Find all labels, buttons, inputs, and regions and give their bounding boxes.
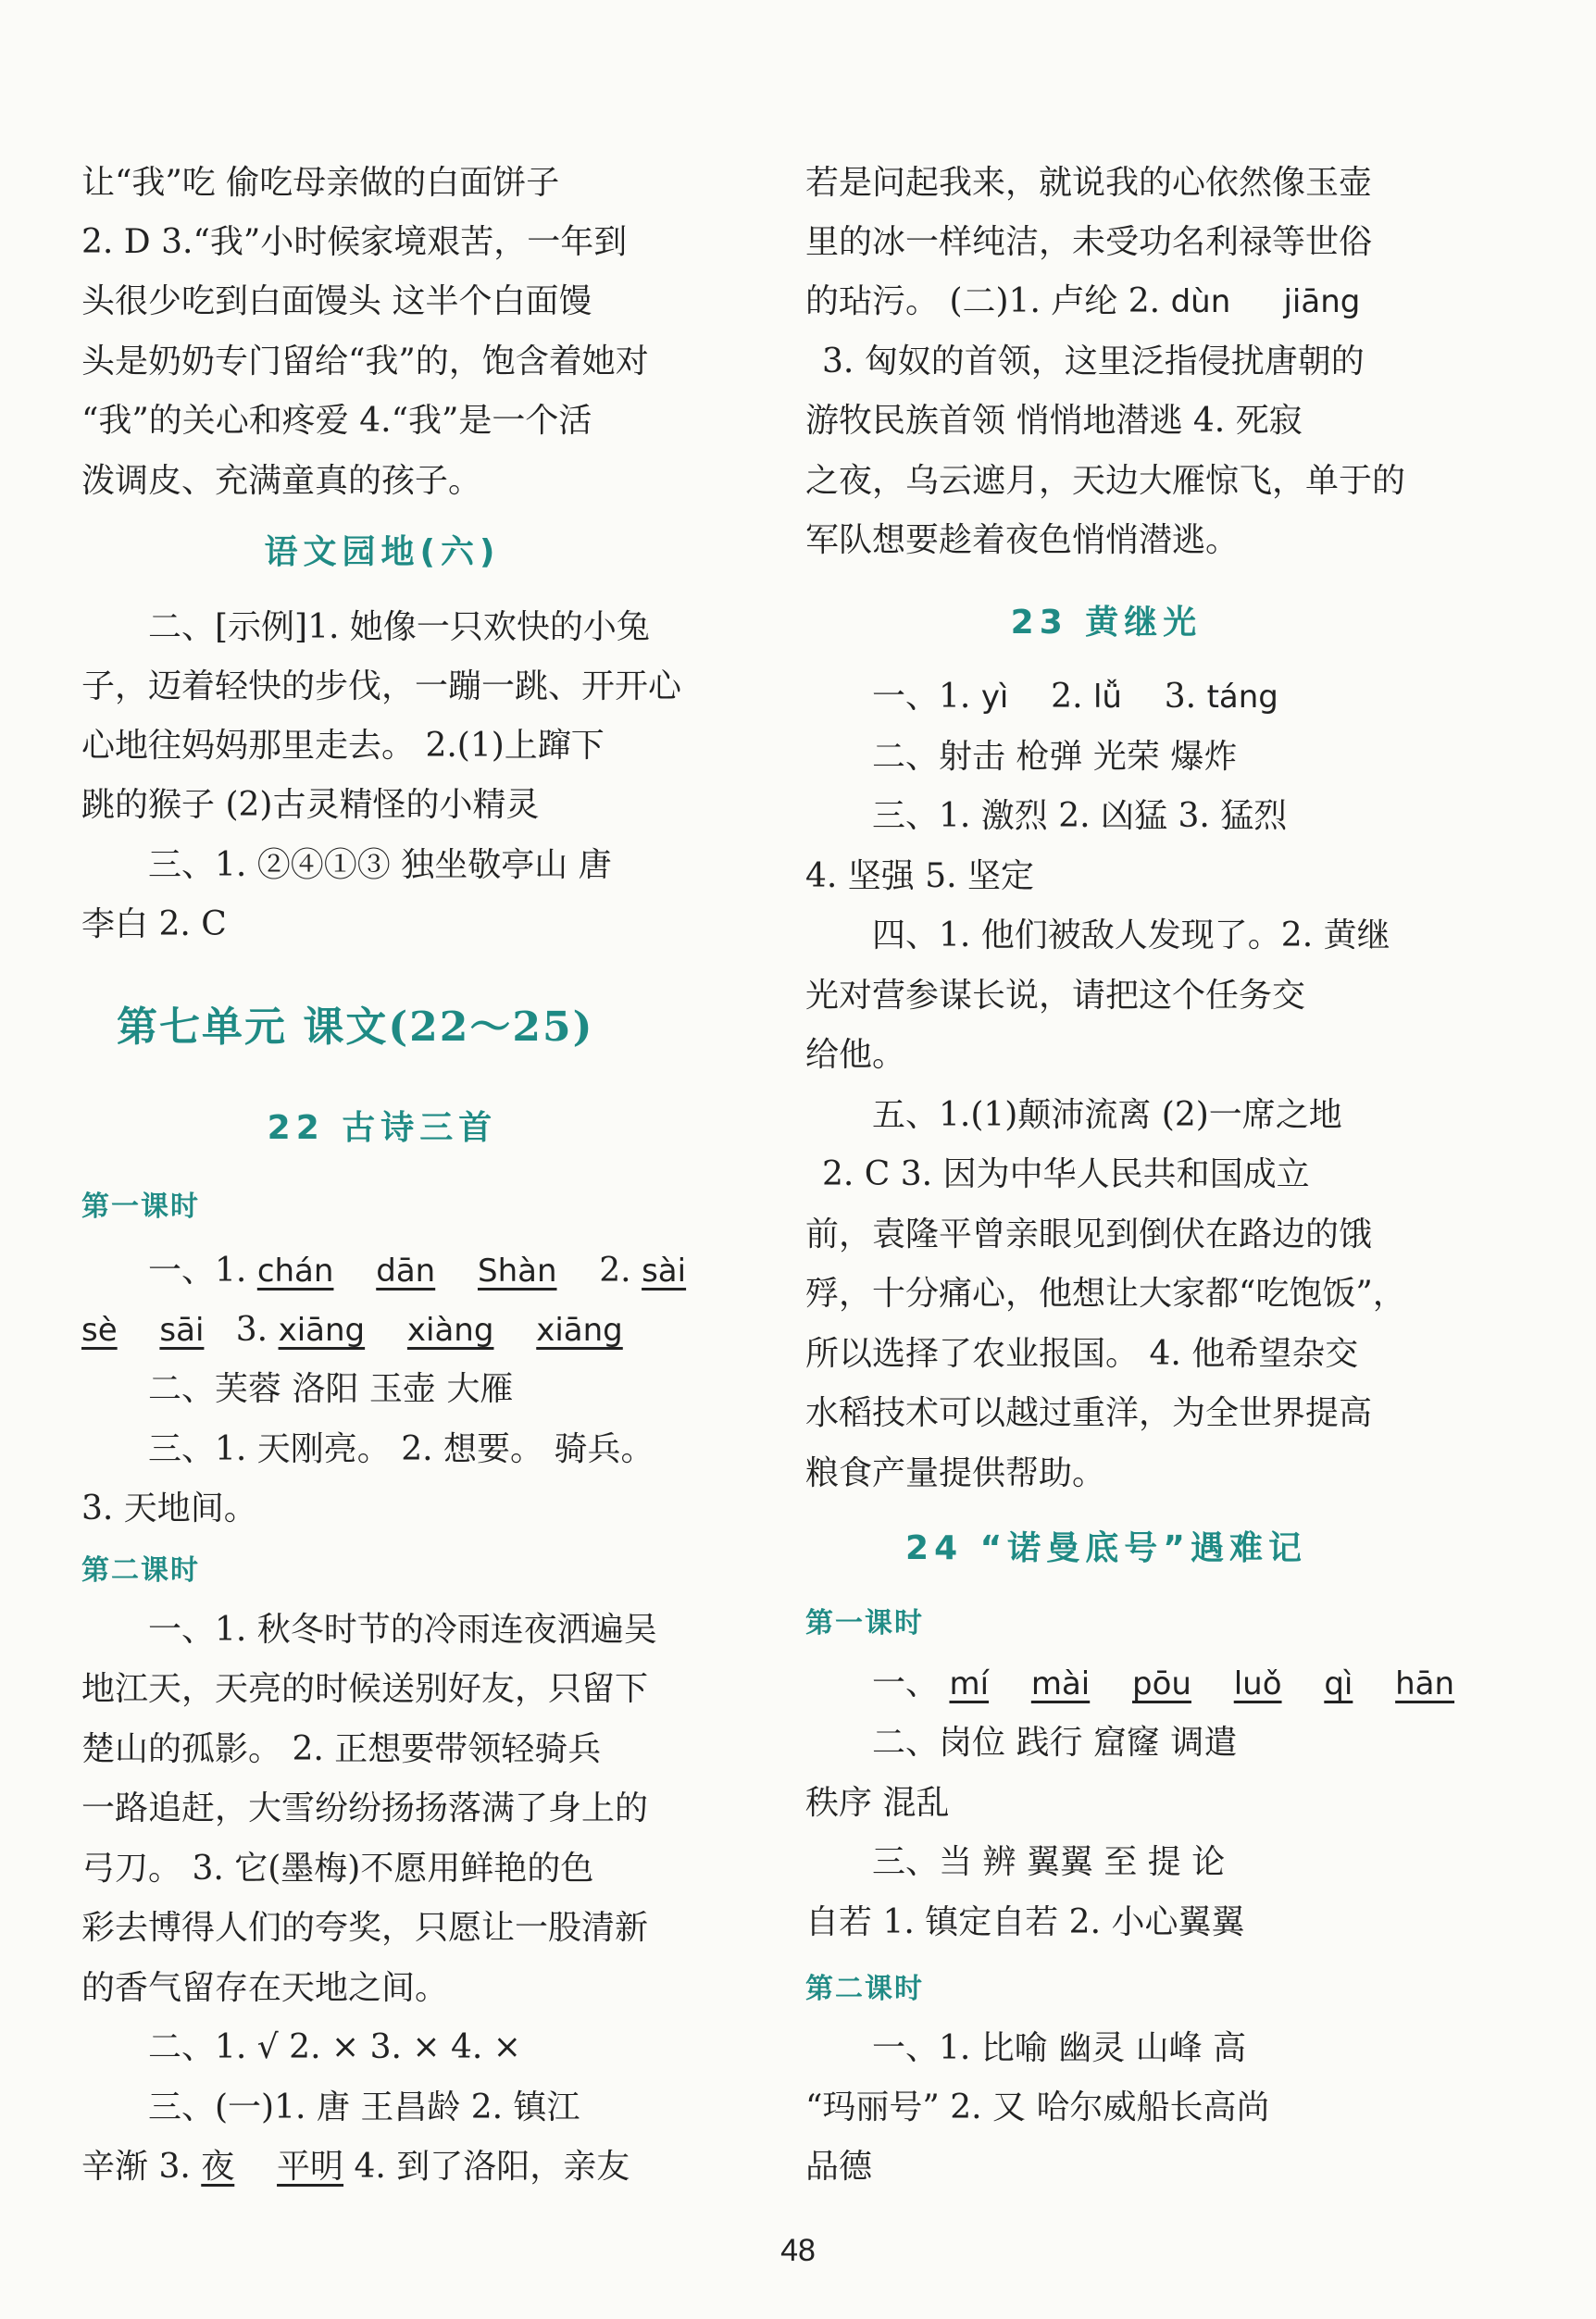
period-label-2: 第二课时 [805,1973,924,2005]
pinyin-answer: sè [81,1312,118,1349]
pinyin-answer: jiāng [1283,283,1361,320]
pinyin-line [805,669,1407,725]
text-line: 前，袁隆平曾亲眼见到倒伏在路边的饿 [805,1216,1373,1253]
pinyin-answer: yì [980,679,1009,716]
pinyin-answer: sāi [159,1312,205,1349]
text-line: 秩序 混乱 [805,1784,950,1822]
text-line: 头很少吃到白面馒头 这半个白面馒 [81,282,592,320]
text-line: 泼调皮、充满童真的孩子。 [81,462,482,500]
pinyin-answer: dān [376,1253,436,1290]
text-line: 之夜，乌云遮月，天边大雁惊飞，单于的 [805,462,1406,500]
text-line: 彩去博得人们的夸奖，只愿让一股清新 [81,1909,649,1947]
text-line: 粮食产量提供帮助。 [805,1454,1106,1492]
pinyin-answer: xiāng [536,1312,623,1349]
text-line: 三、1. ②④①③ 独坐敬亭山 唐 [148,846,612,884]
text-fragment: 的玷污。 (二)1. 卢纶 2. [805,282,1161,320]
text-line [81,2139,683,2195]
text-line: 军队想要趁着夜色悄悄潜逃。 [805,521,1240,559]
pinyin-answer: sài [642,1253,687,1290]
text-line: 四、1. 他们被敌人发现了。2. 黄继 [872,916,1390,954]
text-line: 心地往妈妈那里走去。 2.(1)上蹿下 [81,727,605,765]
pinyin-answer: lǚ [1092,679,1122,716]
pinyin-answer: pōu [1132,1665,1191,1702]
text-line: 二、1. √ 2. × 3. × 4. × [148,2028,521,2066]
text-fragment: 一、 [872,1664,940,1702]
lesson-title-24: 24 “诺曼底号”遇难记 [905,1529,1307,1567]
text-line: 李白 2. C [81,905,227,943]
pinyin-answer: mí [949,1665,990,1702]
text-line: 子，迈着轻快的步伐，一蹦一跳、开开心 [81,667,682,705]
text-line: 一、1. 秋冬时节的冷雨连夜洒遍吴 [148,1611,657,1649]
pinyin-answer: chán [256,1253,334,1290]
text-fragment: 4. 到了洛阳，亲友 [354,2148,630,2186]
text-fragment: 一、1. [872,678,971,716]
text-line: 三、当 辨 翼翼 至 提 论 [872,1843,1226,1881]
text-line: 楚山的孤影。 2. 正想要带领轻骑兵 [81,1730,602,1768]
underlined-answer: 夜 [201,2148,235,2186]
pinyin-answer: dùn [1170,283,1231,320]
section-title-yuwen-yuandi: 语文园地(六) [264,533,501,571]
text-line: 游牧民族首领 悄悄地潜逃 4. 死寂 [805,402,1303,440]
text-line: 4. 坚强 5. 坚定 [805,857,1035,895]
text-line: 头是奶奶专门留给“我”的，饱含着她对 [81,343,649,380]
pinyin-line [805,1656,1455,1712]
text-line: 给他。 [805,1036,906,1074]
text-fragment: 2. [1051,678,1083,716]
text-line: 跳的猴子 (2)古灵精怪的小精灵 [81,786,540,824]
text-line: 殍，十分痛心，他想让大家都“吃饱饭”， [805,1275,1406,1313]
lesson-title-23: 23 黄继光 [1010,604,1203,642]
text-line: 二、[示例]1. 她像一只欢快的小兔 [148,608,650,646]
text-line: 三、1. 天刚亮。 2. 想要。 骑兵。 [148,1430,655,1468]
text-line: 3. 天地间。 [81,1490,257,1527]
text-line: 若是问起我来，就说我的心依然像玉壶 [805,164,1373,202]
text-line: 地江天，天亮的时候送别好友，只留下 [81,1670,649,1708]
period-label-1: 第一课时 [81,1191,200,1223]
text-fragment: 3. [235,1311,268,1349]
text-line: 二、射击 枪弹 光荣 爆炸 [872,738,1238,776]
pinyin-line [805,274,1407,330]
text-line: “玛丽号” 2. 又 哈尔威船长高尚 [805,2088,1270,2126]
text-line: “我”的关心和疼爱 4.“我”是一个活 [81,402,592,440]
text-fragment: 辛渐 3. [81,2148,191,2186]
pinyin-line [81,1243,687,1299]
pinyin-answer: luǒ [1233,1665,1282,1702]
text-line: 2. C 3. 因为中华人民共和国成立 [822,1155,1310,1193]
text-line: 弓刀。 3. 它(墨梅)不愿用鲜艳的色 [81,1850,594,1888]
text-line: 一路追赶，大雪纷纷扬扬落满了身上的 [81,1789,649,1827]
pinyin-answer: Shàn [477,1253,557,1290]
text-line: 里的冰一样纯洁，未受功名利禄等世俗 [805,223,1373,261]
pinyin-answer: qì [1324,1665,1353,1702]
pinyin-answer: xiàng [406,1312,494,1349]
pinyin-line [81,1303,683,1358]
text-line: 自若 1. 镇定自若 2. 小心翼翼 [805,1903,1245,1941]
text-line: 一、1. 比喻 幽灵 山峰 高 [872,2029,1247,2067]
underlined-answer: 平明 [277,2148,344,2186]
text-line: 二、岗位 践行 窟窿 调遣 [872,1724,1238,1762]
text-line: 2. D 3.“我”小时候家境艰苦，一年到 [81,223,628,261]
text-line: 三、1. 激烈 2. 凶猛 3. 猛烈 [872,797,1288,835]
text-line: 水稻技术可以越过重洋，为全世界提高 [805,1394,1373,1432]
pinyin-answer: hān [1395,1665,1455,1702]
text-fragment: 一、1. [148,1252,247,1290]
text-fragment: 2. [599,1252,631,1290]
text-line: 让“我”吃 偷吃母亲做的白面饼子 [81,164,560,202]
text-line: 三、(一)1. 唐 王昌龄 2. 镇江 [148,2088,580,2126]
text-line: 的香气留存在天地之间。 [81,1969,449,2007]
unit-title: 第七单元 课文(22～25) [117,1004,594,1051]
text-line: 所以选择了农业报国。 4. 他希望杂交 [805,1335,1359,1373]
text-fragment: 3. [1164,678,1197,716]
text-line: 五、1.(1)颠沛流离 (2)一席之地 [872,1096,1342,1134]
period-label-1: 第一课时 [805,1607,924,1640]
text-line: 光对营参谋长说，请把这个任务交 [805,977,1306,1015]
text-line: 3. 匈奴的首领，这里泛指侵扰唐朝的 [822,343,1365,380]
pinyin-answer: táng [1206,679,1278,716]
pinyin-answer: xiāng [278,1312,366,1349]
period-label-2: 第二课时 [81,1554,200,1587]
page-number: 48 [780,2233,816,2268]
lesson-title-22: 22 古诗三首 [267,1109,498,1147]
pinyin-answer: mài [1030,1665,1091,1702]
text-line: 二、芙蓉 洛阳 玉壶 大雁 [148,1370,514,1408]
text-line: 品德 [805,2148,873,2186]
